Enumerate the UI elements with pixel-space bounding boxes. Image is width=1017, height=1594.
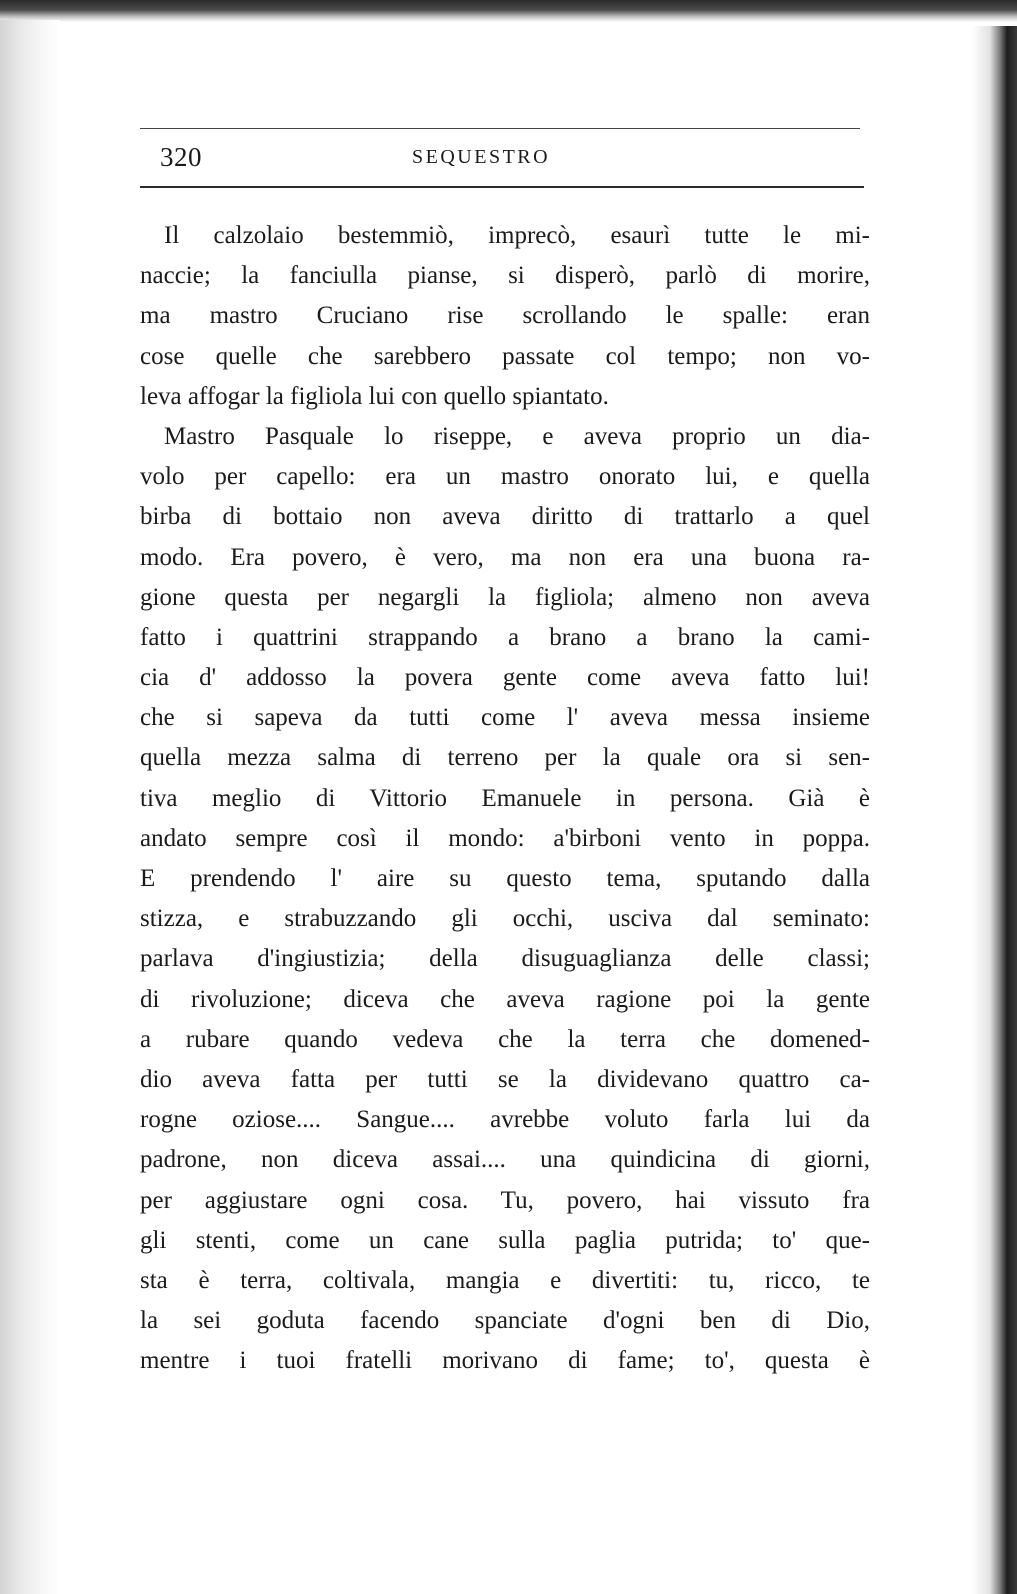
text-line: rogne oziose.... Sangue.... avrebbe voluto farla lui da: [140, 1106, 870, 1134]
running-title: SEQUESTRO: [412, 146, 551, 168]
page-number: 320: [160, 142, 202, 172]
text-line: la sei goduta facendo spanciate d'ogni ben di Dio,: [140, 1307, 870, 1335]
text-line: per aggiustare ogni cosa. Tu, povero, hai vissuto fra: [140, 1186, 870, 1214]
text-line: leva affogar la figliola lui con quello spiantato.: [140, 382, 609, 410]
text-line: Il calzolaio bestemmiò, imprecò, esaurì tutte le mi-: [164, 222, 870, 249]
text-line: birba di bottaio non aveva diritto di trattarlo a quel: [140, 503, 870, 531]
text-line: padrone, non diceva assai.... una quindicina di giorni,: [140, 1146, 870, 1174]
text-line: a rubare quando vedeva che la terra che domened-: [140, 1025, 870, 1053]
text-line: di rivoluzione; diceva che aveva ragione poi la gente: [140, 985, 870, 1013]
text-line: cia d' addosso la povera gente come aveva fatto lui!: [140, 664, 870, 692]
text-line: cose quelle che sarebbero passate col tempo; non vo-: [140, 342, 870, 370]
scan-shadow-left: [0, 20, 60, 1594]
text-line: modo. Era povero, è vero, ma non era una buona ra-: [140, 543, 870, 571]
text-line: sta è terra, coltivala, mangia e divertiti: tu, ricco, te: [140, 1266, 870, 1294]
scan-shadow-right: [972, 26, 1017, 1594]
body-text: [140, 216, 870, 1381]
text-line: volo per capello: era un mastro onorato lui, e quella: [140, 463, 870, 491]
text-line: ma mastro Cruciano rise scrollando le spalle: eran: [140, 302, 870, 330]
text-line: dio aveva fatta per tutti se la dividevano quattro ca-: [140, 1065, 870, 1093]
header-rule-top: [140, 128, 860, 129]
text-line: stizza, e strabuzzando gli occhi, usciva dal seminato:: [140, 905, 870, 933]
text-line: mentre i tuoi fratelli morivano di fame; to', questa è: [140, 1347, 870, 1375]
text-line: parlava d'ingiustizia; della disuguaglianza delle classi;: [140, 945, 870, 973]
header-rule-bottom: [140, 186, 864, 188]
text-line: gli stenti, come un cane sulla paglia putrida; to' que-: [140, 1226, 870, 1254]
text-line: tiva meglio di Vittorio Emanuele in persona. Già è: [140, 784, 870, 812]
text-line: E prendendo l' aire su questo tema, sputando dalla: [140, 865, 870, 892]
text-line: gione questa per negargli la figliola; almeno non aveva: [140, 583, 870, 611]
text-line: quella mezza salma di terreno per la quale ora si sen-: [140, 744, 870, 772]
text-line: naccie; la fanciulla pianse, si disperò, parlò di morire,: [140, 262, 870, 290]
scan-shadow-top: [0, 0, 1017, 22]
text-line: che si sapeva da tutti come l' aveva messa insieme: [140, 704, 870, 732]
text-line: Mastro Pasquale lo riseppe, e aveva proprio un dia-: [164, 422, 870, 450]
text-line: andato sempre così il mondo: a'birboni vento in poppa.: [140, 824, 870, 852]
text-line: fatto i quattrini strappando a brano a brano la cami-: [140, 623, 870, 651]
